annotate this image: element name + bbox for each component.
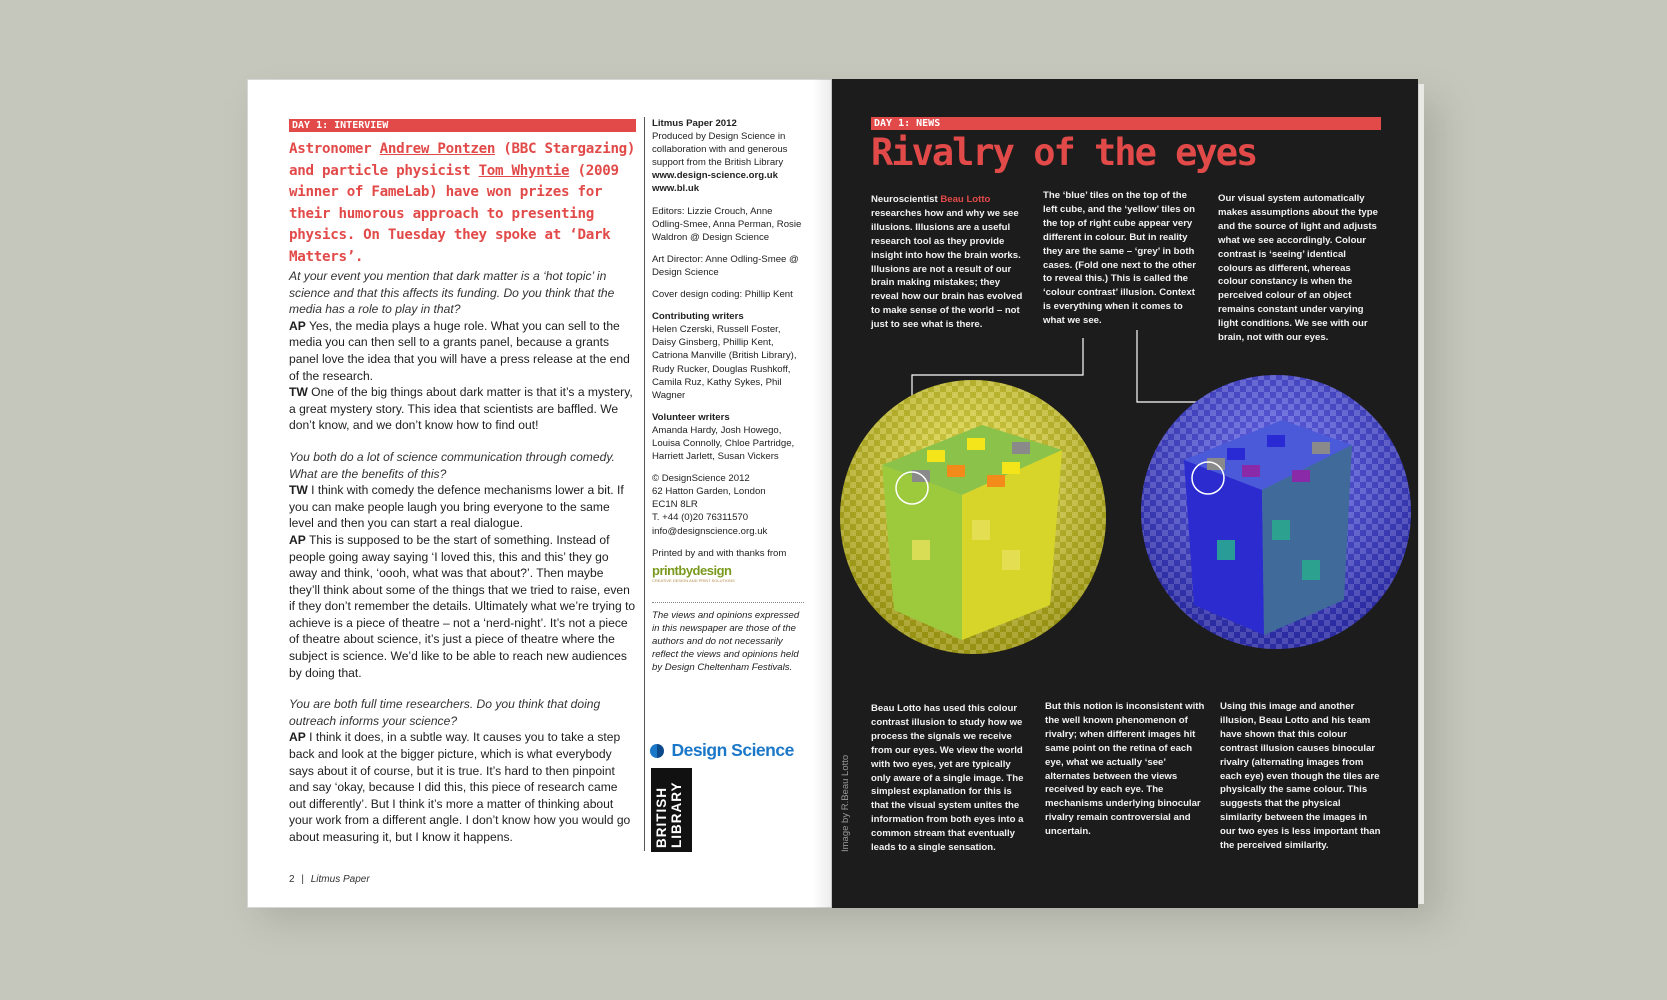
- answer: [289, 318, 637, 384]
- speaker-label: TW: [289, 483, 308, 498]
- speaker-label: AP: [289, 318, 306, 333]
- credits-volunteers: [652, 411, 804, 463]
- col1-text-pre: Neuroscientist: [871, 194, 941, 205]
- headline-text-2: (BBC Stargazing) and particle physicist: [289, 141, 636, 179]
- interview-body: [289, 268, 637, 861]
- british-library-logo: [651, 768, 692, 852]
- interview-block-1: [289, 268, 637, 434]
- credits-produced: Produced by Design Science in collaboration with and generous support from the British Library: [652, 131, 788, 169]
- yellow-cube: [882, 425, 1062, 640]
- question: At your event you mention that dark matter is a ‘hot topic’ in science and that this affects its funding. Do you think that the media has a role to play in that?: [289, 269, 615, 317]
- headline-name-pontzen[interactable]: Andrew Pontzen: [379, 141, 496, 157]
- credits-printed: Printed by and with thanks from: [652, 547, 787, 559]
- disclaimer: The views and opinions expressed in this newspaper are those of the authors and do not necessarily reflect the views and opinions held by Design Cheltenham Festivals.: [652, 602, 804, 674]
- credits-intro: [652, 117, 804, 196]
- col1-name-highlight: Beau Lotto: [940, 194, 991, 205]
- credits-contact: [652, 472, 804, 537]
- article-col-1: [871, 193, 1029, 332]
- page-footer: [289, 874, 370, 885]
- interview-block-3: [289, 696, 637, 845]
- design-science-logo-icon: [650, 744, 664, 758]
- printbydesign-wordmark: printbydesign: [652, 562, 732, 578]
- headline-text-1: Astronomer: [289, 141, 380, 157]
- copyright: © DesignScience 2012: [652, 473, 750, 485]
- speaker-label: TW: [289, 385, 308, 400]
- cube-illusion-figure: [832, 320, 1418, 680]
- article-col-6: Using this image and another illusion, Beau Lotto and his team have shown that this colour contrast illusion causes binocular rivalry (alternating images from each eye) even though the tiles are physically the same colour. This suggests that the physical similarity between the images in our two eyes is less important than the perceived similarity.: [1220, 701, 1381, 852]
- blue-cube-image: [1141, 375, 1411, 649]
- address-line-1: 62 Hatton Garden, London: [652, 486, 766, 498]
- spine-shade: [812, 79, 832, 908]
- answer: [289, 532, 637, 681]
- bl-logo-line-1: BRITISH: [654, 787, 669, 848]
- bl-logo-line-2: LIBRARY: [669, 781, 684, 848]
- article-col-5: But this notion is inconsistent with the well known phenomenon of rivalry; when different images hit same point on the retina of each eye, what we actually ‘see’ alternates between the views received by each eye. The mechanisms underlying binocular rivalry remain controversial and uncertain.: [1045, 701, 1205, 838]
- answer: [289, 729, 637, 845]
- yellow-cube-image: [840, 380, 1106, 654]
- section-bar-interview: DAY 1: INTERVIEW: [289, 119, 636, 132]
- headline-name-whyntie[interactable]: Tom Whyntie: [478, 162, 570, 179]
- answer-text: One of the big things about dark matter is that it’s a mystery, a great mystery story. This idea that scientists are baffled. We don’t know, and we don’t know how to find out!: [289, 385, 633, 433]
- volunteers-list: Amanda Hardy, Josh Howego, Louisa Connolly, Chloe Partridge, Harriett Jarlett, Susan Vickers: [652, 424, 795, 463]
- answer-text: I think with comedy the defence mechanisms lower a bit. If you can make people laugh you bring everyone to the same level and then you can start a real dialogue.: [289, 483, 624, 531]
- article-col-3: Our visual system automatically makes assumptions about the type and the source of light and adjusts what we see accordingly. Colour contrast is ‘seeing’ identical colours as different, whereas colour constancy is when the perceived colour of an object remains constant under varying light conditions. We see with our brain, not with our eyes.: [1218, 193, 1378, 344]
- speaker-label: AP: [289, 532, 306, 547]
- answer-text: Yes, the media plays a huge role. What you can sell to the media you can then sell to a grants panel, because a grants panel love the idea that you will have a press release at the end of the research.: [289, 318, 630, 383]
- speaker-label: AP: [289, 730, 306, 745]
- credits-title: Litmus Paper 2012: [652, 118, 737, 129]
- page-edge: [1418, 84, 1424, 904]
- answer-text: I think it does, in a subtle way. It causes you to take a step back and look at the bigger picture, which is what everybody says about it of course, but it is true. It’s hard to then pinpoint and say ‘okay, because I did this, this piece of research came out differently’. But I think it’s more a matter of thinking about your work from a different angle. I don’t know how you would go about measuring it, but I know it happens.: [289, 730, 631, 844]
- credits-contributors: [652, 310, 804, 402]
- headline-text-3: (2009 winner of FameLab) have won prizes for their humorous approach to presenting physics. On Tuesday they spoke at ‘Dark Matters’.: [289, 162, 619, 265]
- interview-headline: [289, 139, 641, 268]
- answer: [289, 384, 637, 434]
- article-col-4: Beau Lotto has used this colour contrast illusion to study how we process the signals we receive from our eyes. We view the world with two eyes, yet are typically only aware of a single image. The simplest explanation for this is that the visual system unites the information from both eyes into a common stream that eventually leads to a single sensation.: [871, 703, 1024, 854]
- article-title: Rivalry of the eyes: [871, 131, 1257, 174]
- question: You both do a lot of science communication through comedy. What are the benefits of this?: [289, 449, 615, 481]
- page-number: 2: [289, 874, 295, 885]
- column-divider: [644, 117, 645, 851]
- contributors-heading: Contributing writers: [652, 311, 744, 323]
- email-link[interactable]: info@designscience.org.uk: [652, 525, 768, 537]
- contributors-list: Helen Czerski, Russell Foster, Daisy Ginsberg, Phillip Kent, Catriona Manville (British Library), Rudy Rucker, Douglas Rushkoff, Camila Ruz, Kathy Sykes, Phil Wagner: [652, 324, 797, 401]
- address-line-2: EC1N 8LR: [652, 499, 698, 511]
- blue-cube: [1184, 420, 1352, 635]
- publication-title: Litmus Paper: [310, 874, 370, 885]
- credits-editors: Editors: Lizzie Crouch, Anne Odling-Smee, Anna Perman, Rosie Waldron @ Design Science: [652, 205, 802, 243]
- phone: T. +44 (0)20 76311570: [652, 512, 749, 524]
- design-science-wordmark: Design Science: [671, 740, 794, 760]
- footer-separator: |: [301, 874, 304, 885]
- image-credit: Image by R.Beau Lotto: [840, 754, 851, 852]
- answer: [289, 482, 637, 532]
- interview-block-2: [289, 449, 637, 681]
- credits-column: [652, 117, 804, 674]
- credits-cover: Cover design coding: Phillip Kent: [652, 289, 793, 301]
- printbydesign-tagline: CREATIVE DESIGN AND PRINT SOLUTIONS: [652, 577, 735, 583]
- question: You are both full time researchers. Do you think that doing outreach informs your science?: [289, 697, 601, 728]
- design-science-logo: [650, 740, 794, 762]
- section-bar-news: DAY 1: NEWS: [871, 117, 1381, 130]
- volunteers-heading: Volunteer writers: [652, 411, 730, 423]
- answer-text: This is supposed to be the start of something. Instead of people going away saying ‘I loved this, this and this’ they go away and think, ‘oooh, what was that about?’. Then maybe they’ll think about some of the things that we tried to raise, even if they don’t remember the details. Ultimately what we’re trying to achieve is a piece of theatre – not a ‘nerd-night’. It’s not a piece of theatre about science, it’s just a piece of theatre where the subject is science. We’d like to be able to reach new audiences by doing that.: [289, 532, 636, 680]
- col1-text-post: researches how and why we see illusions. Illusions are a useful research tool as they provide insight into how the brain works. Illusions are not a result of our brain making mistakes; they reveal how our brain has evolved to make sense of the world – not just to see what is there.: [871, 207, 1023, 331]
- link-bl[interactable]: www.bl.uk: [652, 183, 700, 195]
- printbydesign-logo: [652, 564, 804, 584]
- credits-art-director: Art Director: Anne Odling-Smee @ Design Science: [652, 253, 799, 278]
- link-design-science[interactable]: www.design-science.org.uk: [652, 170, 778, 182]
- article-col-2: The ‘blue’ tiles on the top of the left cube, and the ‘yellow’ tiles on the top of right cube appear very different in colour. But in reality they are the same – ‘grey’ in both cases. (Fold one next to the other to reveal this.) This is called the ‘colour contrast’ illusion. Context is everything when it comes to what we see.: [1043, 190, 1196, 327]
